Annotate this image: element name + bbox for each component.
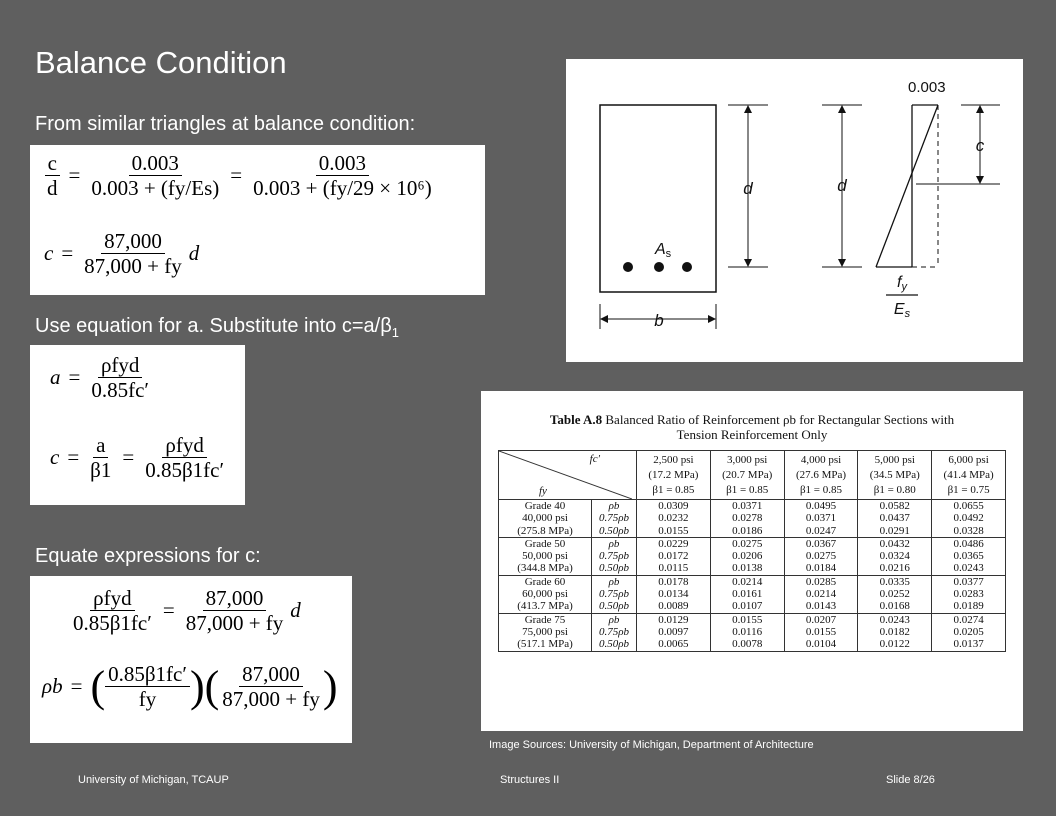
ratio-label-cell: 0.75ρb bbox=[592, 588, 637, 600]
table-row bbox=[499, 575, 1006, 588]
corner-diagonal bbox=[499, 451, 632, 499]
fraction-87000 bbox=[81, 229, 185, 278]
arrow-down-icon bbox=[838, 259, 846, 267]
var-d: d bbox=[188, 241, 200, 266]
value-cell: 0.0214 bbox=[784, 588, 858, 600]
ratio-label-cell: 0.50ρb bbox=[592, 525, 637, 538]
equals-sign: = bbox=[70, 674, 83, 699]
ratio-label-cell: ρb bbox=[592, 500, 637, 513]
strain-diagram-panel bbox=[566, 59, 1023, 362]
value-cell: 0.0243 bbox=[858, 613, 932, 626]
table-caption-line1: Balanced Ratio of Reinforcement ρb for Rectangular Sections with bbox=[605, 412, 955, 427]
value-cell: 0.0216 bbox=[858, 562, 932, 575]
frac-den: d bbox=[47, 176, 58, 201]
equals-sign: = bbox=[61, 241, 74, 266]
frac-num: 87,000 bbox=[203, 586, 267, 611]
table-row bbox=[499, 537, 1006, 550]
equals-sign: = bbox=[67, 445, 80, 470]
table-row bbox=[499, 613, 1006, 626]
value-cell: 0.0278 bbox=[710, 512, 784, 524]
value-cell: 0.0495 bbox=[784, 500, 858, 513]
value-cell: 0.0178 bbox=[637, 575, 711, 588]
frac-num: c bbox=[45, 151, 60, 176]
frac-den: 0.85β1fc′ bbox=[73, 611, 152, 636]
rebar-dot bbox=[654, 262, 664, 272]
value-cell: 0.0492 bbox=[932, 512, 1006, 524]
paren-open: ( bbox=[204, 661, 220, 711]
equation-panel-a bbox=[30, 345, 245, 505]
label-d2: d bbox=[837, 176, 847, 195]
ratio-label-cell: 0.75ρb bbox=[592, 512, 637, 524]
value-cell: 0.0582 bbox=[858, 500, 932, 513]
grade-cell: 75,000 psi bbox=[499, 626, 592, 638]
equation-c-beta bbox=[50, 433, 227, 482]
frac-den: 87,000 + fy bbox=[185, 611, 284, 636]
header-beta: β1 = 0.80 bbox=[873, 483, 916, 496]
slide-title: Balance Condition bbox=[35, 45, 287, 80]
value-cell: 0.0129 bbox=[637, 613, 711, 626]
table-caption bbox=[481, 412, 1023, 442]
value-cell: 0.0089 bbox=[637, 600, 711, 613]
grade-cell: (517.1 MPa) bbox=[499, 638, 592, 651]
fraction-right bbox=[183, 586, 287, 635]
equals-sign: = bbox=[68, 365, 81, 390]
grade-cell: 40,000 psi bbox=[499, 512, 592, 524]
fraction-left bbox=[70, 586, 155, 635]
grade-cell: Grade 50 bbox=[499, 537, 592, 550]
fraction-strain-2 bbox=[250, 151, 435, 200]
equation-equate-c bbox=[70, 586, 301, 635]
value-cell: 0.0252 bbox=[858, 588, 932, 600]
header-column bbox=[932, 451, 1006, 500]
value-cell: 0.0328 bbox=[932, 525, 1006, 538]
frac-num: ρfyd bbox=[90, 586, 134, 611]
header-column bbox=[710, 451, 784, 500]
fraction-strain-1 bbox=[88, 151, 222, 200]
value-cell: 0.0161 bbox=[710, 588, 784, 600]
equals-sign: = bbox=[68, 163, 81, 188]
header-psi: 2,500 psi bbox=[653, 453, 694, 466]
label-b: b bbox=[654, 311, 664, 330]
value-cell: 0.0324 bbox=[858, 550, 932, 562]
value-cell: 0.0097 bbox=[637, 626, 711, 638]
value-cell: 0.0116 bbox=[710, 626, 784, 638]
header-psi: 3,000 psi bbox=[727, 453, 768, 466]
grade-cell: (275.8 MPa) bbox=[499, 525, 592, 538]
value-cell: 0.0172 bbox=[637, 550, 711, 562]
var-d: d bbox=[290, 598, 301, 623]
value-cell: 0.0143 bbox=[784, 600, 858, 613]
value-cell: 0.0107 bbox=[710, 600, 784, 613]
header-column bbox=[637, 451, 711, 500]
header-corner bbox=[499, 451, 637, 500]
fy-label: fy bbox=[539, 484, 547, 497]
value-cell: 0.0186 bbox=[710, 525, 784, 538]
value-cell: 0.0122 bbox=[858, 638, 932, 651]
arrow-up-icon bbox=[976, 105, 984, 113]
header-mpa: (20.7 MPa) bbox=[722, 468, 773, 481]
grade-cell: (344.8 MPa) bbox=[499, 562, 592, 575]
footer-center: Structures II bbox=[500, 774, 560, 786]
value-cell: 0.0078 bbox=[710, 638, 784, 651]
frac-num: 87,000 bbox=[101, 229, 165, 254]
grade-cell: 50,000 psi bbox=[499, 550, 592, 562]
value-cell: 0.0182 bbox=[858, 626, 932, 638]
value-cell: 0.0377 bbox=[932, 575, 1006, 588]
header-column bbox=[784, 451, 858, 500]
arrow-left-icon bbox=[600, 315, 608, 323]
table-row bbox=[499, 638, 1006, 651]
equation-rho-b bbox=[42, 662, 338, 711]
fraction-p2 bbox=[219, 662, 323, 711]
grade-cell: Grade 40 bbox=[499, 500, 592, 513]
ratio-label-cell: ρb bbox=[592, 537, 637, 550]
value-cell: 0.0207 bbox=[784, 613, 858, 626]
equation-panel-rho-b bbox=[30, 576, 352, 743]
grade-cell: 60,000 psi bbox=[499, 588, 592, 600]
equation-c bbox=[44, 229, 199, 278]
label-fy: fy bbox=[897, 274, 907, 293]
var-a: a bbox=[50, 365, 61, 390]
strain-diagram bbox=[566, 59, 1023, 362]
value-cell: 0.0367 bbox=[784, 537, 858, 550]
fraction-p1 bbox=[105, 662, 190, 711]
balanced-ratio-table bbox=[498, 450, 1006, 652]
value-cell: 0.0243 bbox=[932, 562, 1006, 575]
table-row bbox=[499, 500, 1006, 513]
value-cell: 0.0115 bbox=[637, 562, 711, 575]
var-rho-b: ρb bbox=[42, 674, 63, 699]
header-mpa: (27.6 MPa) bbox=[795, 468, 847, 481]
equals-sign: = bbox=[230, 163, 243, 188]
value-cell: 0.0065 bbox=[637, 638, 711, 651]
rebar-dot bbox=[682, 262, 692, 272]
equals-sign: = bbox=[122, 445, 135, 470]
ratio-label-cell: 0.50ρb bbox=[592, 562, 637, 575]
value-cell: 0.0371 bbox=[710, 500, 784, 513]
heading-substitute bbox=[35, 315, 399, 340]
ratio-label-cell: 0.50ρb bbox=[592, 638, 637, 651]
heading-equate: Equate expressions for c: bbox=[35, 545, 261, 567]
value-cell: 0.0155 bbox=[784, 626, 858, 638]
header-beta: β1 = 0.85 bbox=[799, 483, 843, 496]
table-row bbox=[499, 550, 1006, 562]
value-cell: 0.0309 bbox=[637, 500, 711, 513]
value-cell: 0.0335 bbox=[858, 575, 932, 588]
table-panel bbox=[481, 391, 1023, 731]
frac-den: 87,000 + fy bbox=[84, 254, 182, 279]
value-cell: 0.0138 bbox=[710, 562, 784, 575]
frac-den: 0.003 + (fy/29 × 10⁶) bbox=[253, 176, 432, 201]
fraction-a-beta bbox=[87, 433, 114, 482]
value-cell: 0.0137 bbox=[932, 638, 1006, 651]
value-cell: 0.0432 bbox=[858, 537, 932, 550]
table-row bbox=[499, 588, 1006, 600]
value-cell: 0.0168 bbox=[858, 600, 932, 613]
ratio-label-cell: ρb bbox=[592, 575, 637, 588]
value-cell: 0.0275 bbox=[784, 550, 858, 562]
frac-den: fy bbox=[138, 687, 157, 712]
var-c: c bbox=[50, 445, 60, 470]
header-mpa: (41.4 MPa) bbox=[943, 468, 994, 481]
value-cell: 0.0437 bbox=[858, 512, 932, 524]
grade-cell: Grade 60 bbox=[499, 575, 592, 588]
fraction-a bbox=[88, 353, 152, 402]
equals-sign: = bbox=[162, 598, 175, 623]
frac-den: 0.85fc′ bbox=[91, 378, 150, 403]
label-as: As bbox=[655, 241, 672, 260]
arrow-up-icon bbox=[838, 105, 846, 113]
header-psi: 5,000 psi bbox=[874, 453, 915, 466]
frac-num: a bbox=[93, 433, 108, 458]
frac-num: 0.003 bbox=[129, 151, 182, 176]
footer-left: University of Michigan, TCAUP bbox=[78, 774, 229, 786]
header-beta: β1 = 0.85 bbox=[726, 483, 769, 496]
footer-right: Slide 8/26 bbox=[886, 774, 935, 786]
value-cell: 0.0247 bbox=[784, 525, 858, 538]
value-cell: 0.0365 bbox=[932, 550, 1006, 562]
frac-den: β1 bbox=[90, 458, 112, 483]
frac-den: 0.003 + (fy/Es) bbox=[91, 176, 220, 201]
image-source: Image Sources: University of Michigan, Department of Architecture bbox=[489, 739, 814, 751]
label-c: c bbox=[975, 136, 985, 155]
ratio-label-cell: ρb bbox=[592, 613, 637, 626]
arrow-right-icon bbox=[708, 315, 716, 323]
arrow-up-icon bbox=[744, 105, 752, 113]
rebar-dot bbox=[623, 262, 633, 272]
table-row bbox=[499, 562, 1006, 575]
header-mpa: (34.5 MPa) bbox=[869, 468, 920, 481]
grade-cell: (413.7 MPa) bbox=[499, 600, 592, 613]
equation-a bbox=[50, 353, 152, 402]
table-row bbox=[499, 626, 1006, 638]
arrow-down-icon bbox=[744, 259, 752, 267]
frac-num: ρfyd bbox=[98, 353, 142, 378]
value-cell: 0.0285 bbox=[784, 575, 858, 588]
value-cell: 0.0205 bbox=[932, 626, 1006, 638]
frac-num: 0.85β1fc′ bbox=[105, 662, 190, 687]
value-cell: 0.0155 bbox=[637, 525, 711, 538]
value-cell: 0.0134 bbox=[637, 588, 711, 600]
value-cell: 0.0275 bbox=[710, 537, 784, 550]
frac-num: 87,000 bbox=[239, 662, 303, 687]
var-c: c bbox=[44, 241, 54, 266]
header-psi: 4,000 psi bbox=[800, 453, 842, 466]
value-cell: 0.0104 bbox=[784, 638, 858, 651]
header-beta: β1 = 0.75 bbox=[947, 483, 990, 496]
frac-num: ρfyd bbox=[162, 433, 206, 458]
header-beta: β1 = 0.85 bbox=[652, 483, 695, 496]
frac-den: 0.85β1fc′ bbox=[145, 458, 225, 483]
arrow-down-icon bbox=[976, 176, 984, 184]
value-cell: 0.0229 bbox=[637, 537, 711, 550]
heading-substitute-subscript: 1 bbox=[391, 325, 399, 340]
value-cell: 0.0189 bbox=[932, 600, 1006, 613]
paren-close: ) bbox=[189, 661, 205, 711]
frac-num: 0.003 bbox=[316, 151, 369, 176]
ratio-label-cell: 0.75ρb bbox=[592, 550, 637, 562]
header-psi: 6,000 psi bbox=[948, 453, 989, 466]
label-es: Es bbox=[893, 301, 911, 320]
value-cell: 0.0155 bbox=[710, 613, 784, 626]
equation-panel-balance bbox=[30, 145, 485, 295]
value-cell: 0.0655 bbox=[932, 500, 1006, 513]
value-cell: 0.0274 bbox=[932, 613, 1006, 626]
header-mpa: (17.2 MPa) bbox=[648, 468, 699, 481]
label-d1: d bbox=[743, 179, 753, 198]
table-row bbox=[499, 525, 1006, 538]
table-row bbox=[499, 600, 1006, 613]
frac-den: 87,000 + fy bbox=[222, 687, 320, 712]
grade-cell: Grade 75 bbox=[499, 613, 592, 626]
equation-c-over-d bbox=[44, 151, 435, 200]
fraction-c-d bbox=[44, 151, 61, 200]
fc-label: fc′ bbox=[589, 453, 600, 465]
value-cell: 0.0371 bbox=[784, 512, 858, 524]
paren-close: ) bbox=[322, 661, 338, 711]
heading-similar-triangles: From similar triangles at balance condition: bbox=[35, 113, 416, 135]
value-cell: 0.0232 bbox=[637, 512, 711, 524]
table-row bbox=[499, 512, 1006, 524]
value-cell: 0.0214 bbox=[710, 575, 784, 588]
value-cell: 0.0486 bbox=[932, 537, 1006, 550]
ratio-label-cell: 0.75ρb bbox=[592, 626, 637, 638]
value-cell: 0.0206 bbox=[710, 550, 784, 562]
header-column bbox=[858, 451, 932, 500]
table-caption-line2: Tension Reinforcement Only bbox=[676, 427, 828, 442]
value-cell: 0.0184 bbox=[784, 562, 858, 575]
fraction-rho-beta bbox=[142, 433, 227, 482]
value-cell: 0.0291 bbox=[858, 525, 932, 538]
heading-substitute-text: Use equation for a. Substitute into c=a/β bbox=[35, 315, 392, 337]
label-strain: 0.003 bbox=[908, 79, 946, 96]
paren-open: ( bbox=[90, 661, 106, 711]
strain-line bbox=[876, 105, 938, 267]
value-cell: 0.0283 bbox=[932, 588, 1006, 600]
ratio-label-cell: 0.50ρb bbox=[592, 600, 637, 613]
table-header-row bbox=[499, 451, 1006, 500]
table-caption-label: Table A.8 bbox=[549, 412, 603, 427]
